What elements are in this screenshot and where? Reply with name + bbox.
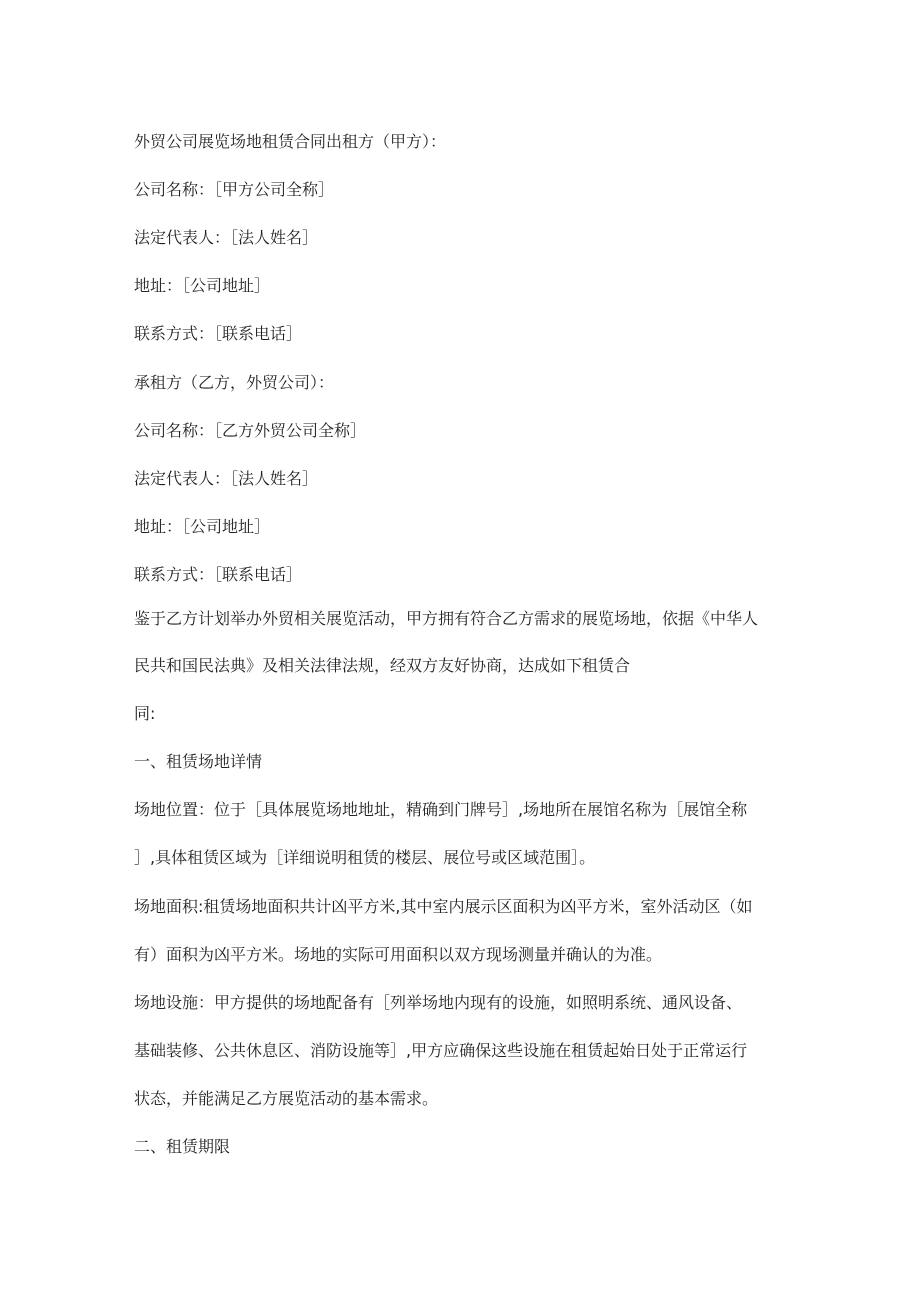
venue-facilities-line-3: 状态，并能满足乙方展览活动的基本需求。: [134, 1089, 439, 1108]
venue-area-line-1: 场地面积:租赁场地面积共计凶平方米,其中室内展示区面积为凶平方米，室外活动区（如: [134, 897, 753, 916]
lessee-legal-representative: 法定代表人：［法人姓名］: [134, 469, 319, 488]
lessor-legal-representative: 法定代表人：［法人姓名］: [134, 228, 319, 247]
preamble-line-2: 民共和国民法典》及相关法律法规，经双方友好协商，达成如下租赁合: [134, 656, 631, 675]
venue-location-line-2: ］,具体租赁区域为［详细说明租赁的楼层、展位号或区域范围］。: [134, 848, 596, 867]
lessee-company-name: 公司名称：［乙方外贸公司全称］: [134, 421, 367, 440]
preamble-line-1: 鉴于乙方计划举办外贸相关展览活动，甲方拥有符合乙方需求的展览场地，依据《中华人: [134, 609, 759, 628]
venue-facilities-line-2: 基础装修、公共休息区、消防设施等］,甲方应确保这些设施在租赁起始日处于正常运行: [134, 1041, 748, 1060]
venue-area-line-2: 有）面积为凶平方米。场地的实际可用面积以双方现场测量并确认的为准。: [134, 945, 663, 964]
lessor-contact: 联系方式：［联系电话］: [134, 324, 303, 343]
lessee-contact: 联系方式：［联系电话］: [134, 565, 303, 584]
section-2-heading: 二、租赁期限: [134, 1137, 231, 1156]
lessee-address: 地址：［公司地址］: [134, 517, 271, 536]
lessor-address: 地址：［公司地址］: [134, 276, 271, 295]
venue-location-line-1: 场地位置：位于［具体展览场地地址，精确到门牌号］,场地所在展馆名称为［展馆全称: [134, 800, 748, 819]
lessor-company-name: 公司名称：［甲方公司全称］: [134, 180, 335, 199]
venue-facilities-line-1: 场地设施：甲方提供的场地配备有［列举场地内现有的设施，如照明系统、通风设备、: [134, 993, 743, 1012]
preamble-line-3: 同:: [134, 704, 156, 723]
contract-title-lessor-heading: 外贸公司展览场地租赁合同出租方（甲方）：: [134, 132, 447, 151]
lessee-heading: 承租方（乙方，外贸公司）：: [134, 373, 335, 392]
section-1-heading: 一、租赁场地详情: [134, 752, 263, 771]
